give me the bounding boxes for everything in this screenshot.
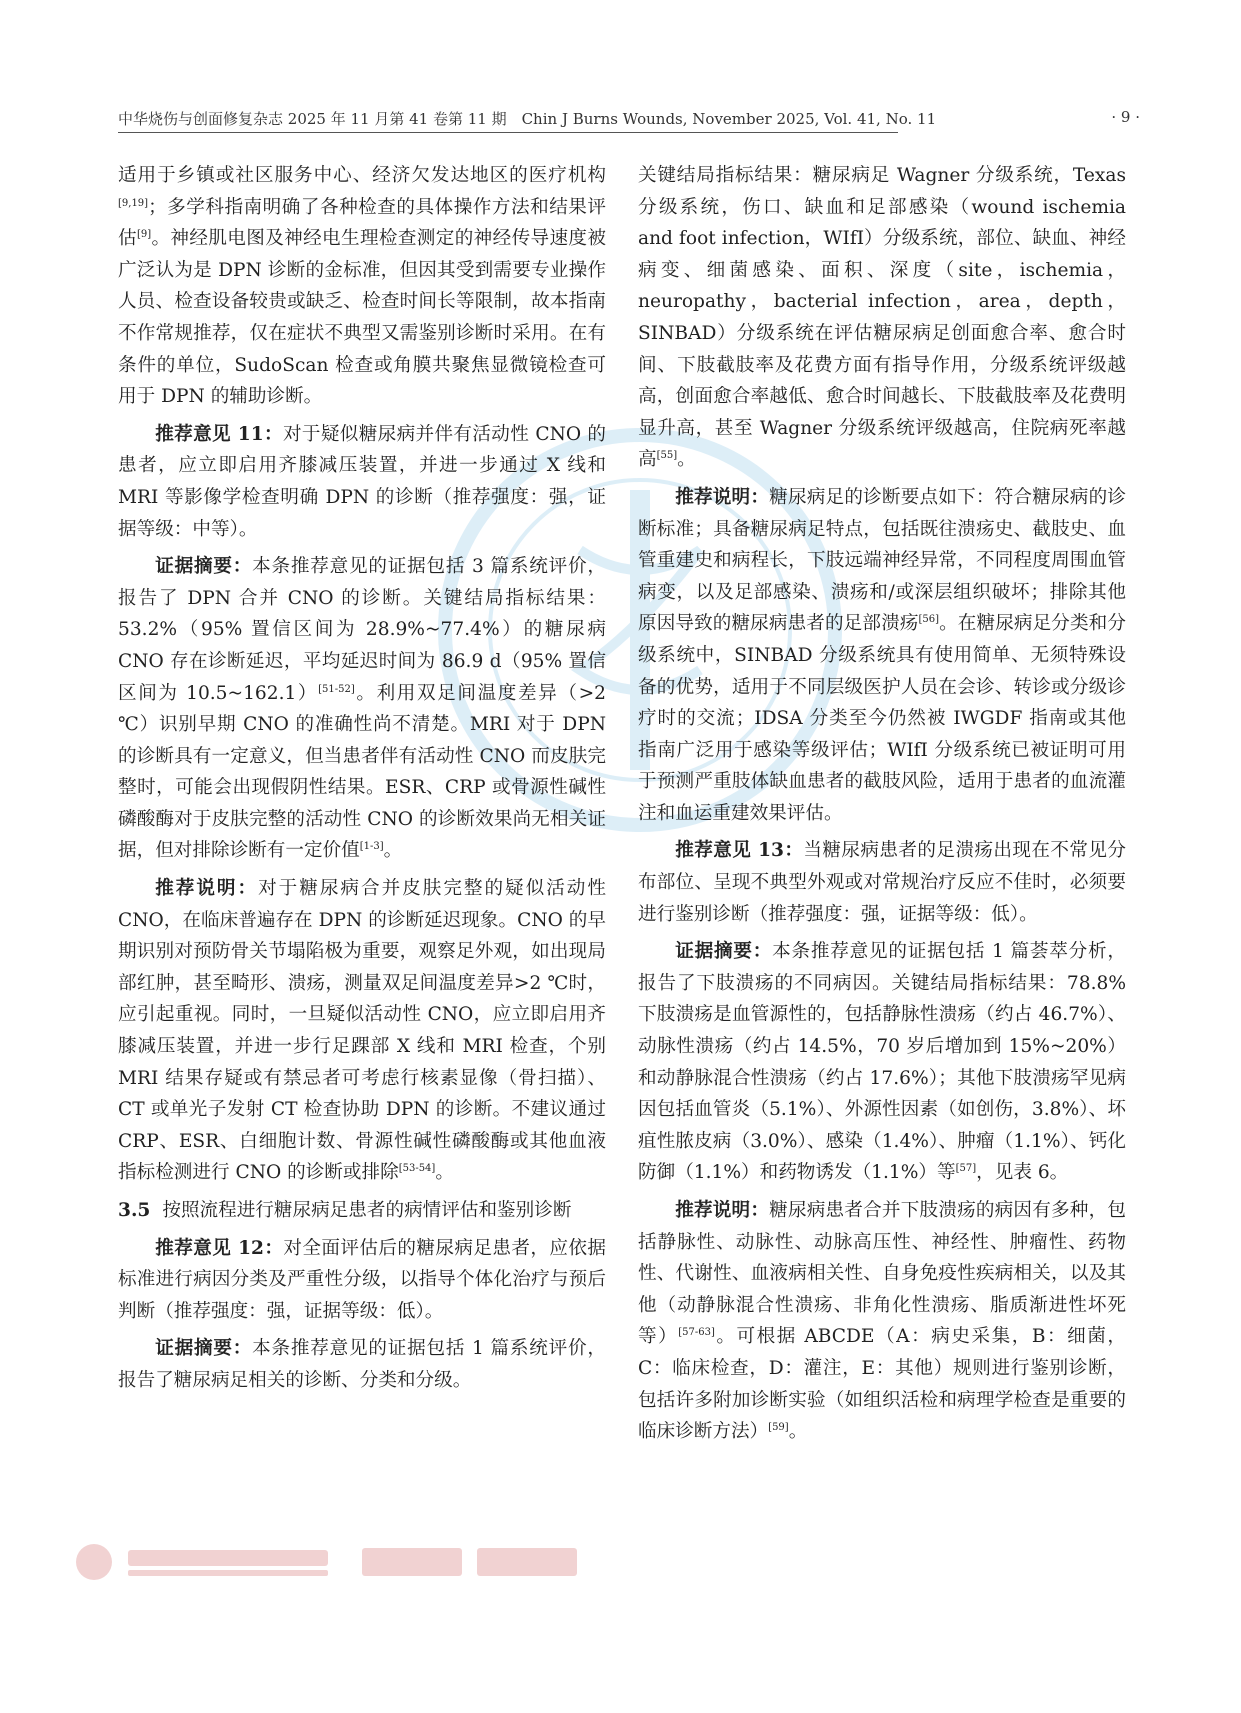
evidence-summary-11: 证据摘要：本条推荐意见的证据包括 3 篇系统评价，报告了 DPN 合并 CNO 的诊断。关键结局指标结果：53.2%（95% 置信区间为 28.9%~77.4%）的糖尿病 CNO 存在诊断延迟，平均延迟时间为 86.9 d（95% 置信区间为 10.5~162.1）[51-52]。利用双足间温度差异（>2 ℃）识别早期 CNO 的准确性尚不清楚。MRI 对于 DPN 的诊断具有一定意义，但当患者伴有活动性 CNO 而皮肤完整时，可能会出现假阴性结果。ESR、CRP 或骨源性碱性磷酸酶对于皮肤完整的活动性 CNO 的诊断效果尚无相关证据，但对排除诊断有一定价值[1-3]。 [118, 556, 606, 862]
recommendation-13: 推荐意见 13：当糖尿病患者的足溃疡出现在不常见分布部位、呈现不典型外观或对常规治疗反应不佳时，必须要进行鉴别诊断（推荐强度：强，证据等级：低）。 [638, 840, 1126, 925]
evidence-summary-12: 证据摘要：本条推荐意见的证据包括 1 篇系统评价，报告了糖尿病足相关的诊断、分类和分级。 [118, 1338, 606, 1391]
journal-citation: 中华烧伤与创面修复杂志 2025 年 11 月第 41 卷第 11 期 Chin J Burns Wounds, November 2025, Vol. 41, No. 11 [118, 110, 937, 128]
evidence-summary-13: 证据摘要：本条推荐意见的证据包括 1 篇荟萃分析，报告了下肢溃疡的不同病因。关键结局指标结果：78.8% 下肢溃疡是血管源性的，包括静脉性溃疡（约占 46.7%）、动脉性溃疡（约占 14.5%，70 岁后增加到 15%~20%）和动静脉混合性溃疡（约占 17.6%）；其他下肢溃疡罕见病因包括血管炎（5.1%）、外源性因素（如创伤，3.8%）、坏疽性脓皮病（3.0%）、感染（1.4%）、肿瘤（1.1%）、钙化防御（1.1%）和药物诱发（1.1%）等[57]，见表 6。 [638, 941, 1126, 1184]
paragraph: 关键结局指标结果：糖尿病足 Wagner 分级系统，Texas 分级系统，伤口、缺血和足部感染（wound ischemia and foot infection，WIfI）分级系统，部位、缺血、神经病变、细菌感染、面积、深度（site，ischemia，neuropathy，bacterial infection，area，depth，SINBAD）分级系统在评估糖尿病足创面愈合率、愈合时间、下肢截肢率及花费方面有指导作用，分级系统评级越高，创面愈合率越低、愈合时间越长、下肢截肢率及花费明显升高，甚至 Wagner 分级系统评级越高，住院病死率越高[55]。 [638, 165, 1126, 471]
recommendation-note-12: 推荐说明：糖尿病足的诊断要点如下：符合糖尿病的诊断标准；具备糖尿病足特点，包括既往溃疡史、截肢史、血管重建史和病程长，下肢远端神经异常，不同程度周围血管病变，以及足部感染、溃疡和/或深层组织破坏；排除其他原因导致的糖尿病患者的足部溃疡[56]。在糖尿病足分类和分级系统中，SINBAD 分级系统具有使用简单、无须特殊设备的优势，适用于不同层级医护人员在会诊、转诊或分级诊疗时的交流；IDSA 分类至今仍然被 IWGDF 指南或其他指南广泛用于感染等级评估；WIfI 分级系统已被证明可用于预测严重肢体缺血患者的截肢风险，适用于患者的血流灌注和血运重建效果评估。 [638, 486, 1126, 824]
page-number: · 9 · [1111, 108, 1140, 126]
recommendation-12: 推荐意见 12：对全面评估后的糖尿病足患者，应依据标准进行病因分类及严重性分级，以指导个体化治疗与预后判断（推荐强度：强，证据等级：低）。 [118, 1237, 606, 1322]
left-column [118, 160, 606, 1403]
paragraph: 适用于乡镇或社区服务中心、经济欠发达地区的医疗机构[9,19]；多学科指南明确了各种检查的具体操作方法和结果评估[9]。神经肌电图及神经电生理检查测定的神经传导速度被广泛认为是 DPN 诊断的金标准，但因其受到需要专业操作人员、检查设备较贵或缺乏、检查时间长等限制，故本指南不作常规推荐，仅在症状不典型又需鉴别诊断时采用。在有条件的单位，SudoScan 检查或角膜共聚焦显微镜检查可用于 DPN 的辅助诊断。 [118, 165, 606, 408]
publisher-logo-icon [72, 1540, 592, 1584]
recommendation-note-11: 推荐说明：对于糖尿病合并皮肤完整的疑似活动性 CNO，在临床普遍存在 DPN 的诊断延迟现象。CNO 的早期识别对预防骨关节塌陷极为重要，观察足外观，如出现局部红肿，甚至畸形、溃疡，测量双足间温度差异>2 ℃时，应引起重视。同时，一旦疑似活动性 CNO，应立即启用齐膝减压装置，并进一步行足踝部 X 线和 MRI 检查，个别 MRI 结果存疑或有禁忌者可考虑行核素显像（骨扫描）、CT 或单光子发射 CT 检查协助 DPN 的诊断。不建议通过 CRP、ESR、白细胞计数、骨源性碱性磷酸酶或其他血液指标检测进行 CNO 的诊断或排除[53-54]。 [118, 878, 606, 1184]
header-rule [118, 132, 898, 133]
recommendation-11: 推荐意见 11：对于疑似糖尿病并伴有活动性 CNO 的患者，应立即启用齐膝减压装置，并进一步通过 X 线和 MRI 等影像学检查明确 DPN 的诊断（推荐强度：强，证据等级：中等）。 [118, 423, 606, 540]
right-column [638, 160, 1126, 1454]
section-heading-3-5: 3.5 按照流程进行糖尿病足患者的病情评估和鉴别诊断 [118, 1200, 572, 1221]
recommendation-note-13: 推荐说明：糖尿病患者合并下肢溃疡的病因有多种，包括静脉性、动脉性、动脉高压性、神经性、肿瘤性、药物性、代谢性、血液病相关性、自身免疫性疾病相关，以及其他（动静脉混合性溃疡、非角化性溃疡、脂质渐进性坏死等）[57-63]。可根据 ABCDE（A：病史采集，B：细菌，C：临床检查，D：灌注，E：其他）规则进行鉴别诊断，包括许多附加诊断实验（如组织活检和病理学检查是重要的临床诊断方法）[59]。 [638, 1200, 1126, 1443]
running-header [118, 108, 1140, 134]
